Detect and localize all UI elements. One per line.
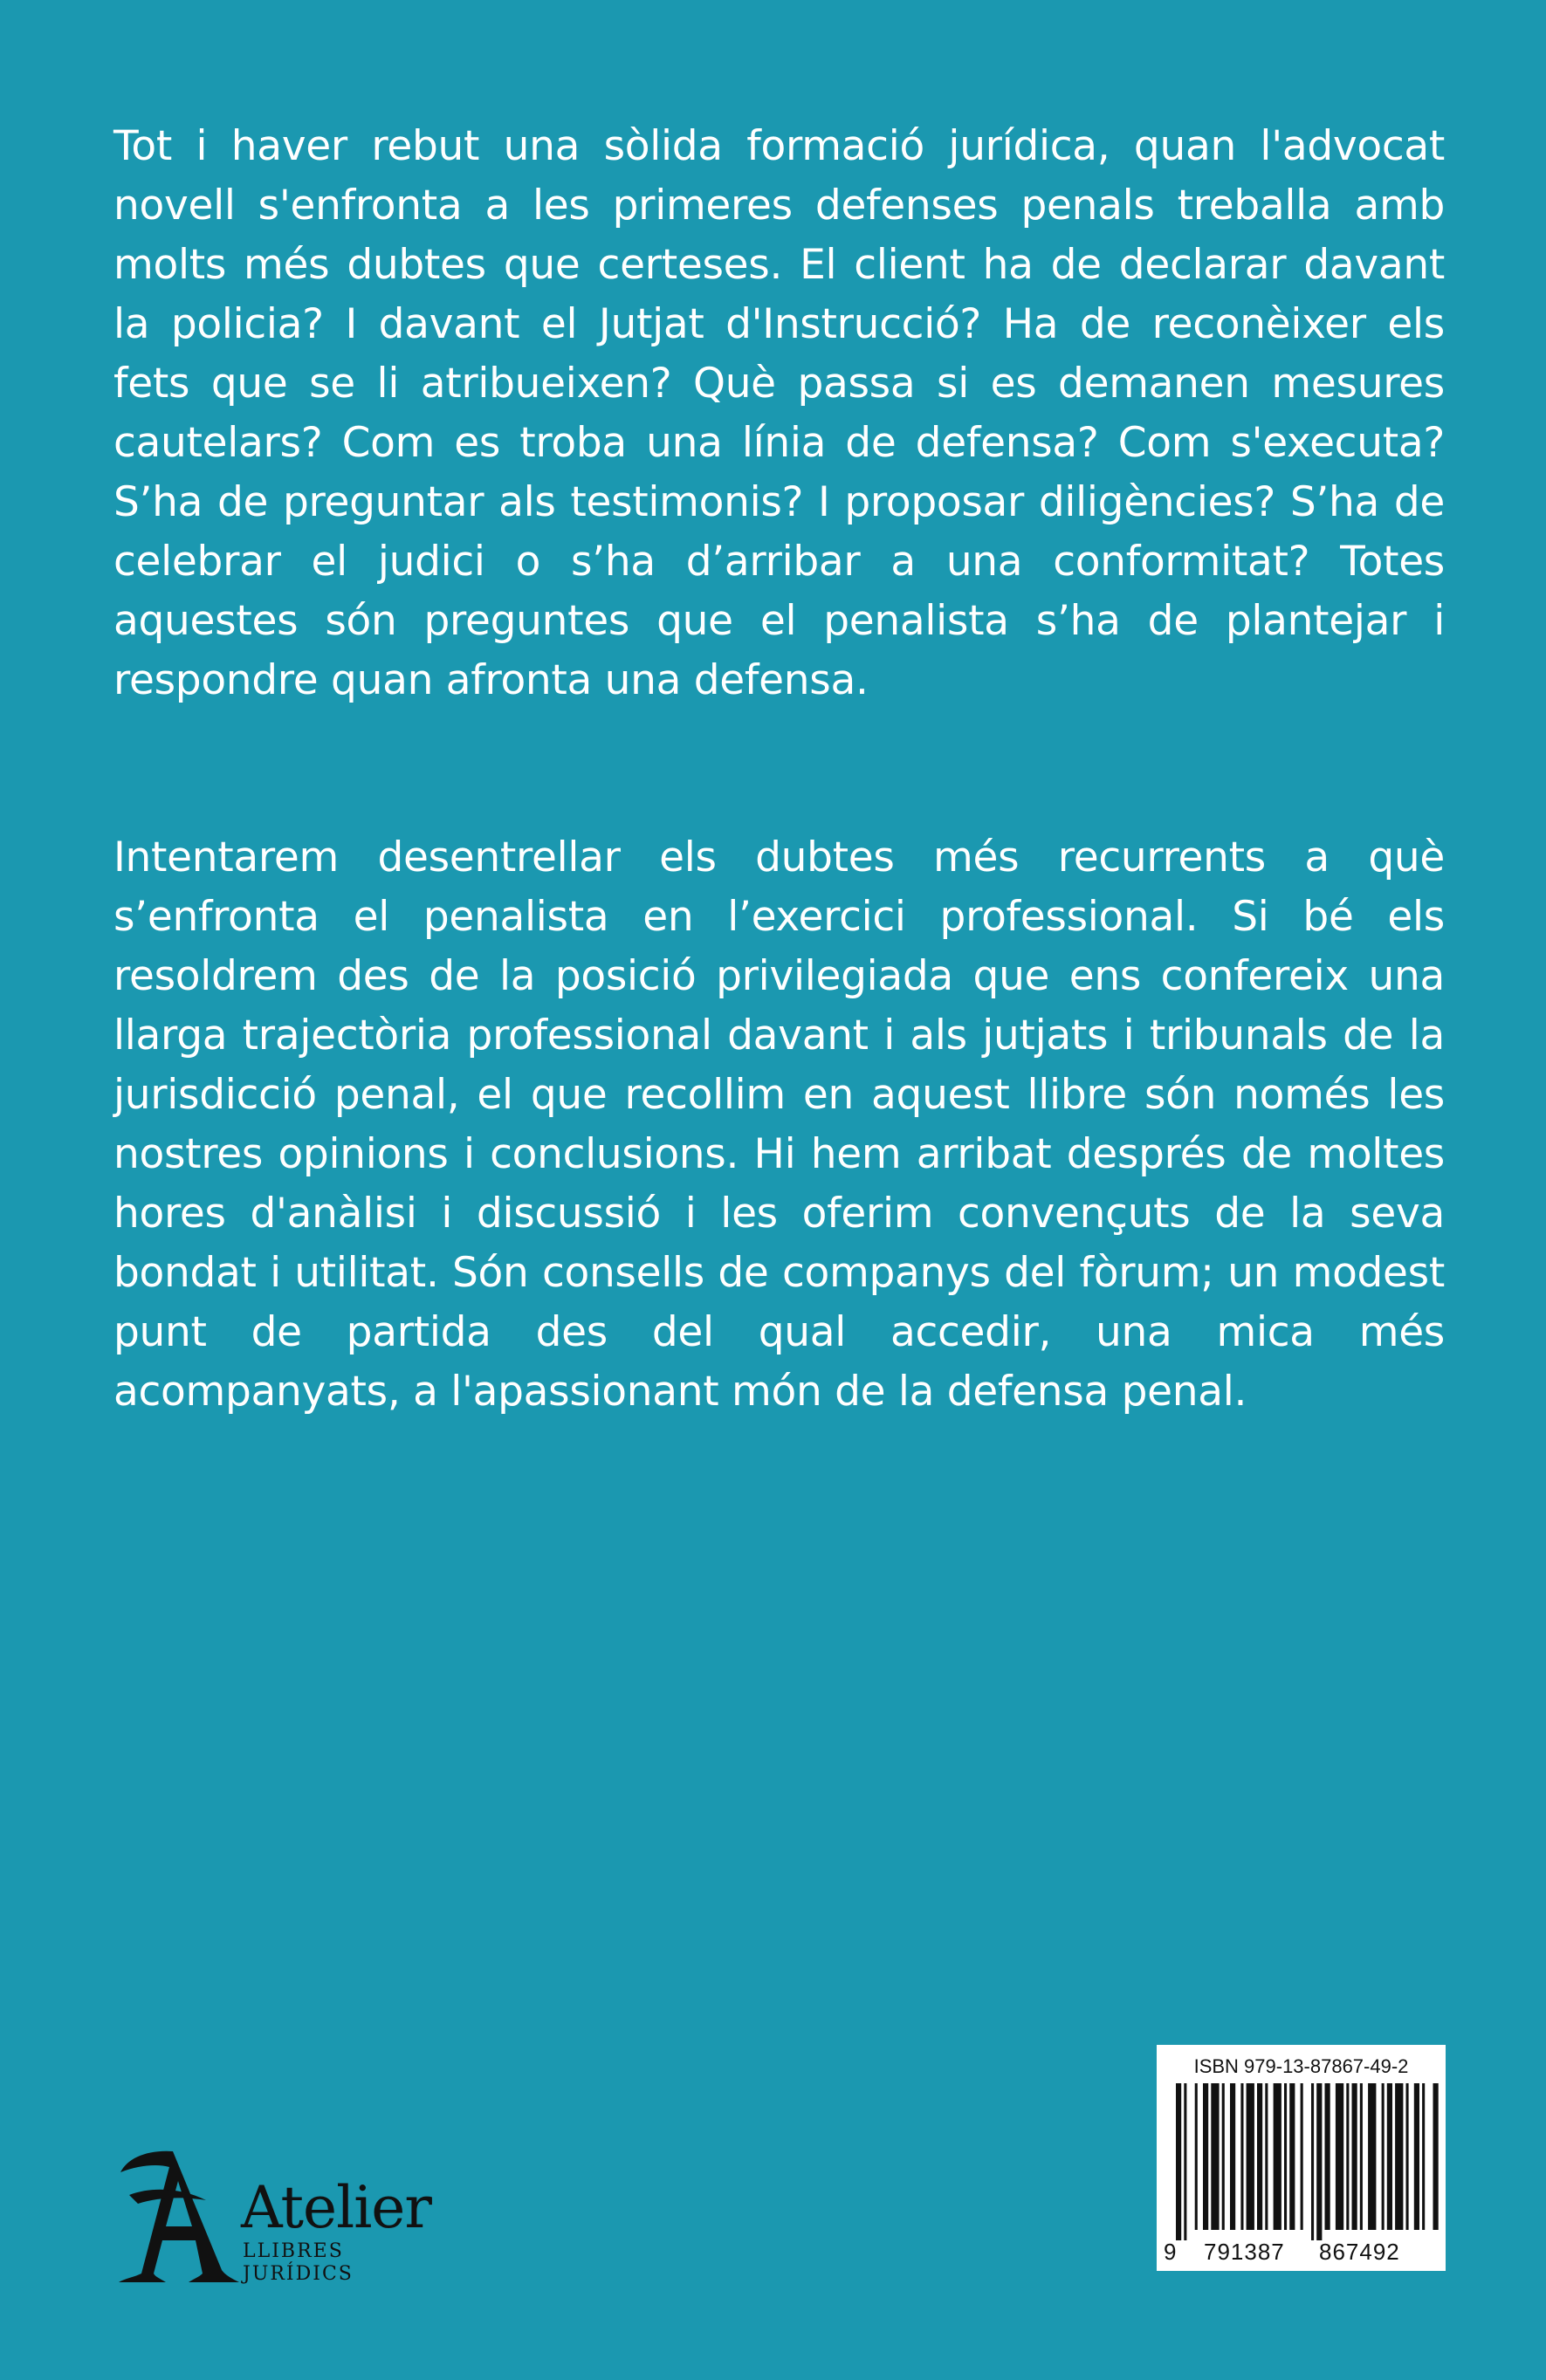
barcode-bar	[1195, 2083, 1198, 2230]
barcode-bar	[1274, 2083, 1281, 2230]
barcode-bar	[1265, 2083, 1268, 2230]
barcode-bar	[1316, 2083, 1322, 2240]
barcode-bar	[1395, 2083, 1403, 2230]
barcode-bar	[1230, 2083, 1235, 2230]
barcode-bar	[1336, 2083, 1343, 2230]
barcode-digits-left: 791387	[1204, 2239, 1285, 2265]
publisher-subtitle: LLIBRES JURÍDICS	[243, 2240, 354, 2285]
barcode-bar	[1203, 2083, 1208, 2230]
barcode-digit-first: 9	[1164, 2239, 1177, 2265]
barcode-bar	[1406, 2083, 1409, 2230]
publisher-name: Atelier	[241, 2174, 431, 2241]
isbn-barcode	[1157, 2045, 1446, 2271]
barcode-bars	[1157, 2083, 1446, 2240]
barcode-bar	[1240, 2083, 1243, 2230]
barcode-bar	[1289, 2083, 1295, 2230]
barcode-bar	[1184, 2083, 1186, 2240]
barcode-bar	[1346, 2083, 1349, 2230]
barcode-bar	[1325, 2083, 1330, 2230]
barcode-bar	[1352, 2083, 1357, 2230]
barcode-bar	[1176, 2083, 1181, 2240]
publisher-logo	[112, 2143, 443, 2291]
atelier-a-monogram-icon	[112, 2143, 243, 2291]
barcode-bar	[1414, 2083, 1419, 2230]
barcode-bar	[1301, 2083, 1303, 2230]
barcode-bar	[1247, 2083, 1254, 2230]
barcode-digits-right: 867492	[1319, 2239, 1400, 2265]
barcode-bar	[1211, 2083, 1219, 2230]
barcode-bar	[1387, 2083, 1392, 2230]
barcode-bar	[1311, 2083, 1314, 2240]
barcode-bar	[1433, 2083, 1439, 2230]
barcode-bar	[1382, 2083, 1385, 2230]
barcode-bar	[1360, 2083, 1363, 2230]
barcode-bar	[1222, 2083, 1225, 2230]
barcode-bar	[1422, 2083, 1425, 2230]
barcode-bar	[1368, 2083, 1376, 2230]
barcode-bar	[1284, 2083, 1287, 2230]
back-cover-paragraph-1: Tot i haver rebut una sòlida formació jurídica, quan l'advocat novell s'enfronta a les primeres defenses penals treballa amb molts més dubtes que certeses. El client ha de declarar davant la policia? I davant el Jutjat d'Instrucció? Ha de reconèixer els fets que se li atribueixen? Què passa si es demanen mesures cautelars? Com es troba una línia de defensa? Com s'executa? S’ha de preguntar als testimonis? I proposar diligències? S’ha de celebrar el judici o s’ha d’arribar a una conformitat? Totes aquestes són preguntes que el penalista s’ha de plantejar i respondre quan afronta una defensa.	[113, 122, 1445, 704]
barcode-bar	[1257, 2083, 1262, 2230]
isbn-label: ISBN 979-13-87867-49-2	[1193, 2055, 1409, 2077]
back-cover-paragraph-2: Intentarem desentrellar els dubtes més recurrents a què s’enfronta el penalista en l’exercici professional. Si bé els resoldrem des de la posició privilegiada que ens confereix una llarga trajectòria professional davant i als jutjats i tribunals de la jurisdicció penal, el que recollim en aquest llibre són només les nostres opinions i conclusions. Hi hem arribat després de moltes hores d'anàlisi i discussió i les oferim convençuts de la seva bondat i utilitat. Són consells de companys del fòrum; un modest punt de partida des del qual accedir, una mica més acompanyats, a l'apassionant món de la defensa penal.	[113, 833, 1445, 1416]
